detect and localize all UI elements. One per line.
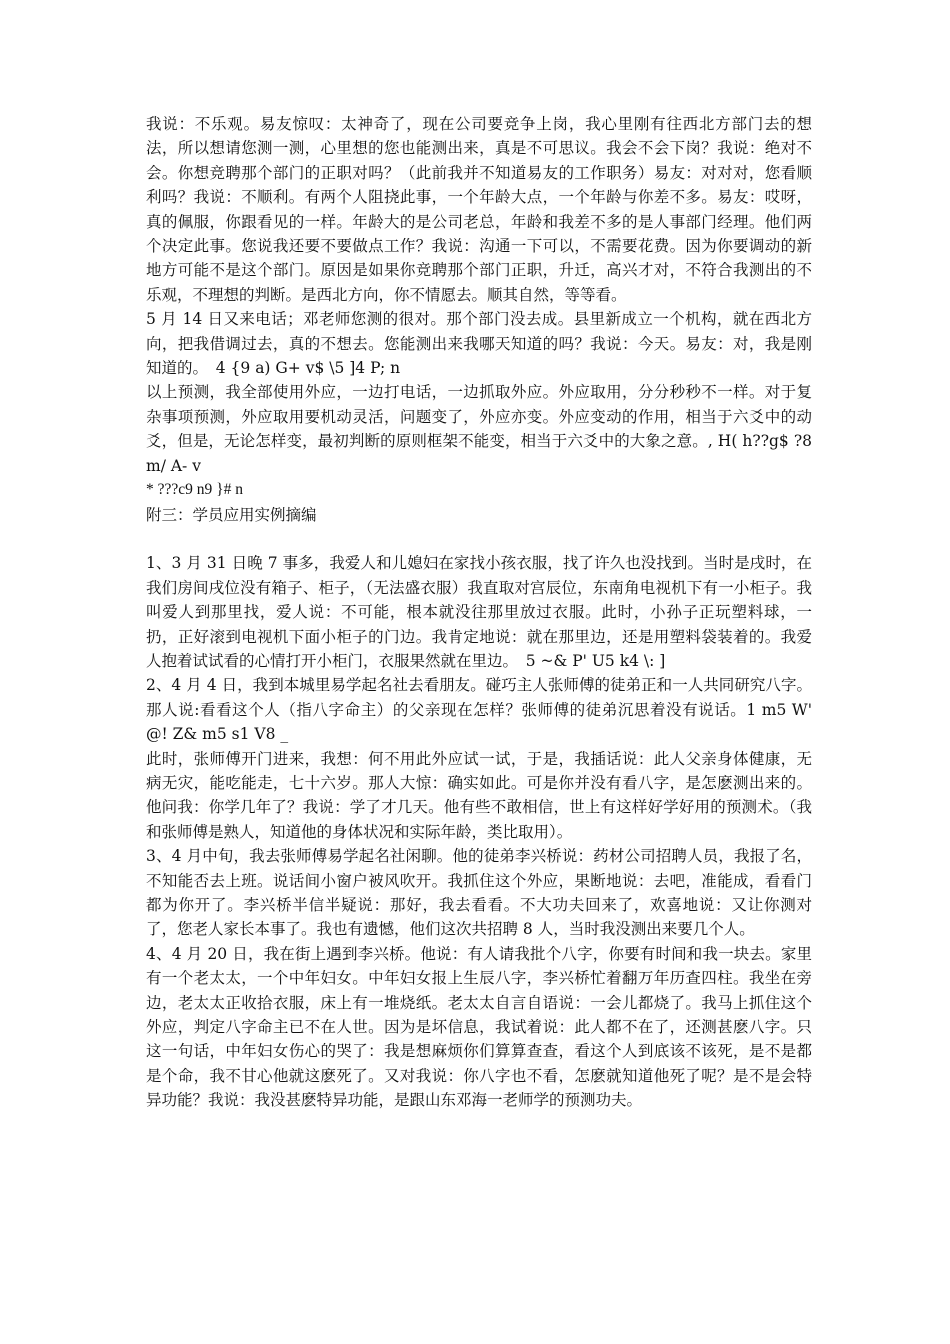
paragraph-case-3: 3、4 月中旬，我去张师傅易学起名社闲聊。他的徒弟李兴桥说：药材公司招聘人员，我报了名，不知能否去上班。说话间小窗户被风吹开。我抓住这个外应，果断地说：去吧，准能成，看看门都为你开了。李兴桥半信半疑说：那好，我去看看。不大功夫回来了，欢喜地说：又让你测对了，您老人家长本事了。我也有遗憾，他们这次共招聘 8 人，当时我没测出来要几个人。 [146,847,812,939]
paragraph-summary: 以上预测，我全部使用外应，一边打电话，一边抓取外应。外应取用，分分秒秒不一样。对于复杂事项预测，外应取用要机动灵活，问题变了，外应亦变。外应变动的作用，相当于六爻中的动爻，但是，无论怎样变，最初判断的原则框架不能变，相当于六爻中的大象之意。, H( h??g$ ?8 m/ A- v [146,383,812,475]
blank-line [146,527,812,551]
paragraph-may-14-call: 5 月 14 日又来电话；邓老师您测的很对。那个部门没去成。县里新成立一个机构，就在西北方向，把我借调过去，真的不想去。您能测出来我哪天知道的吗？我说：今天。易友：对，我是刚知道的。 4 {9 a) G+ v$ \5 ]4 P; n [146,310,812,378]
paragraph-case-2: 2、4 月 4 日，我到本城里易学起名社去看朋友。碰巧主人张师傅的徒弟正和一人共同研究八字。那人说:看看这个人（指八字命主）的父亲现在怎样？张师傅的徒弟沉思着没有说话。1 m5 W' @! Z& m5 s1 V8 _ [146,676,812,744]
paragraph-case-4: 4、4 月 20 日，我在街上遇到李兴桥。他说：有人请我批个八字，你要有时间和我一块去。家里有一个老太太，一个中年妇女。中年妇女报上生辰八字，李兴桥忙着翻万年历查四柱。我坐在旁边，老太太正收拾衣服，床上有一堆烧纸。老太太自言自语说：一会儿都烧了。我马上抓住这个外应，判定八字命主已不在人世。因为是坏信息，我试着说：此人都不在了，还测甚麽八字。只这一句话，中年妇女伤心的哭了：我是想麻烦你们算算查查，看这个人到底该不该死，是不是都是个命，我不甘心他就这麽死了。又对我说：你八字也不看，怎麽就知道他死了呢？是不是会特异功能？我说：我没甚麽特异功能，是跟山东邓海一老师学的预测功夫。 [146,944,812,1110]
paragraph-case-2-continued: 此时，张师傅开门进来，我想：何不用此外应试一试，于是，我插话说：此人父亲身体健康，无病无灾，能吃能走，七十六岁。那人大惊：确实如此。可是你并没有看八字，是怎麽测出来的。他问我：你学几年了？我说：学了才几天。他有些不敢相信，世上有这样好学好用的预测术。（我和张师傅是熟人，知道他的身体状况和实际年龄，类比取用）。 [146,749,812,841]
document-page [146,112,812,1113]
paragraph-case-1: 1、3 月 31 日晚 7 事多，我爱人和儿媳妇在家找小孩衣服，找了许久也没找到。当时是戌时，在我们房间戌位没有箱子、柜子，（无法盛衣服）我直取对宫辰位，东南角电视机下有一小柜子。我叫爱人到那里找，爱人说：不可能，根本就没往那里放过衣服。此时，小孙子正玩塑料球，一扔，正好滚到电视机下面小柜子的门边。我肯定地说：就在那里边，还是用塑料袋装着的。我爱人抱着试试看的心情打开小柜门，衣服果然就在里边。 5 ~& P' U5 k4 \: ] [146,554,812,670]
paragraph-consultation-dialogue: 我说：不乐观。易友惊叹：太神奇了，现在公司要竞争上岗，我心里刚有往西北方部门去的想法，所以想请您测一测，心里想的您也能测出来，真是不可思议。我会不会下岗？我说：绝对不会。你想竞聘那个部门的正职对吗？（此前我并不知道易友的工作职务）易友：对对对，您看顺利吗？我说：不顺利。有两个人阻挠此事，一个年龄大点，一个年龄与你差不多。易友：哎呀，真的佩服，你跟看见的一样。年龄大的是公司老总，年龄和我差不多的是人事部门经理。他们两个决定此事。您说我还要不要做点工作？我说：沟通一下可以，不需要花费。因为你要调动的新地方可能不是这个部门。原因是如果你竞聘那个部门正职，升迁，高兴才对，不符合我测出的不乐观，不理想的判断。是西北方向，你不情愿去。顺其自然，等等看。 [146,115,812,304]
section-heading-appendix-three: 附三：学员应用实例摘编 [146,505,317,524]
paragraph-garbled-line: * ???c9 n9 }# n [146,481,243,499]
